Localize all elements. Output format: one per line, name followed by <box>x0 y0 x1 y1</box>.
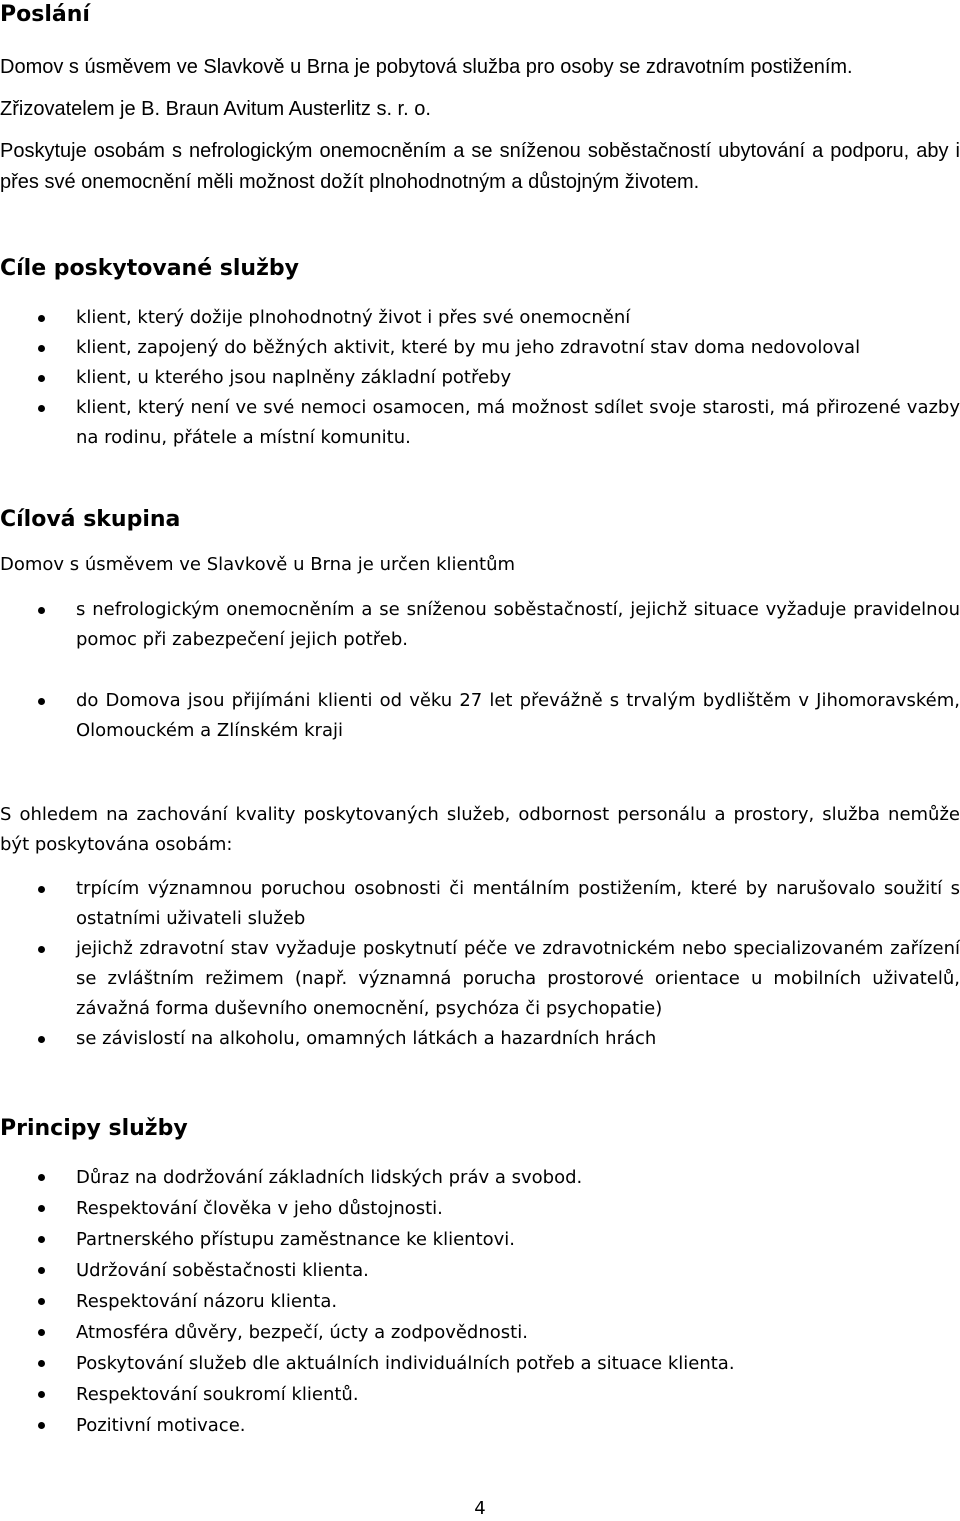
poslani-line-1: Domov s úsměvem ve Slavkově u Brna je pobytová služba pro osoby se zdravotním postižením. <box>0 56 853 78</box>
list-item-text: Pozitivní motivace. <box>76 1415 246 1436</box>
page-number: 4 <box>474 1498 486 1519</box>
bullet-icon <box>38 375 45 382</box>
list-item-text: klient, zapojený do běžných aktivit, které by mu jeho zdravotní stav doma nedovoloval <box>76 337 861 358</box>
bullet-icon <box>38 1174 45 1181</box>
list-item <box>0 303 960 333</box>
list-item-text: klient, u kterého jsou naplněny základní potřeby <box>76 367 512 388</box>
cilova-intro: Domov s úsměvem ve Slavkově u Brna je určen klientům <box>0 554 516 575</box>
list-item <box>0 1193 960 1224</box>
list-item-text: klient, který dožije plnohodnotný život i přes své onemocnění <box>76 307 631 328</box>
list-item-text: se závislostí na alkoholu, omamných látkách a hazardních hrách <box>76 1028 657 1049</box>
list-item <box>0 1286 960 1317</box>
list-item-text: Důraz na dodržování základních lidských práv a svobod. <box>76 1167 583 1188</box>
heading-poslani: Poslání <box>0 2 90 27</box>
list-item-text: Poskytování služeb dle aktuálních individuálních potřeb a situace klienta. <box>76 1353 735 1374</box>
list-item <box>0 1255 960 1286</box>
bullet-icon <box>38 315 45 322</box>
cilova-list-2 <box>0 686 960 746</box>
list-item-text: Atmosféra důvěry, bezpečí, úcty a zodpovědnosti. <box>76 1322 528 1343</box>
heading-cilova-skupina: Cílová skupina <box>0 507 181 532</box>
list-item-text: klient, který není ve své nemoci osamocen, má možnost sdílet svoje starosti, má přirozené vazby na rodinu, přátele a místní komunitu. <box>76 397 960 448</box>
bullet-icon <box>38 1036 45 1043</box>
list-item-text: Respektování názoru klienta. <box>76 1291 338 1312</box>
bullet-icon <box>38 1329 45 1336</box>
bullet-icon <box>38 405 45 412</box>
poslani-line-2: Zřizovatelem je B. Braun Avitum Austerlitz s. r. o. <box>0 98 431 120</box>
bullet-icon <box>38 698 45 705</box>
poslani-paragraph: Poskytuje osobám s nefrologickým onemocněním a se sníženou soběstačností ubytování a podporu, aby i přes své onemocnění měli možnost dožít plnohodnotným a důstojným životem. <box>0 140 960 193</box>
bullet-icon <box>38 345 45 352</box>
list-item-text: do Domova jsou přijímáni klienti od věku 27 let převážně s trvalým bydlištěm v Jihomoravském, Olomouckém a Zlínském kraji <box>76 690 960 741</box>
list-item-text: Respektování člověka v jeho důstojnosti. <box>76 1198 443 1219</box>
list-item <box>0 1317 960 1348</box>
exclusion-intro: S ohledem na zachování kvality poskytovaných služeb, odbornost personálu a prostory, služba nemůže být poskytována osobám: <box>0 804 960 855</box>
list-item <box>0 1162 960 1193</box>
bullet-icon <box>38 1422 45 1429</box>
bullet-icon <box>38 1360 45 1367</box>
cile-list <box>0 303 960 453</box>
list-item <box>0 393 960 453</box>
list-item <box>0 874 960 934</box>
list-item-text: Respektování soukromí klientů. <box>76 1384 359 1405</box>
list-item-text: s nefrologickým onemocněním a se sníženou soběstačností, jejichž situace vyžaduje pravidelnou pomoc při zabezpečení jejich potřeb. <box>76 599 960 650</box>
cilova-list-1 <box>0 595 960 655</box>
list-item <box>0 686 960 746</box>
bullet-icon <box>38 886 45 893</box>
list-item <box>0 1224 960 1255</box>
bullet-icon <box>38 1298 45 1305</box>
bullet-icon <box>38 1236 45 1243</box>
list-item-text: Udržování soběstačnosti klienta. <box>76 1260 369 1281</box>
exclusion-list <box>0 874 960 1054</box>
bullet-icon <box>38 946 45 953</box>
list-item <box>0 934 960 1024</box>
heading-principy: Principy služby <box>0 1116 188 1141</box>
list-item-text: jejichž zdravotní stav vyžaduje poskytnutí péče ve zdravotnickém nebo specializovaném zařízení se zvláštním režimem (např. významná porucha prostorové orientace u mobilních uživatelů, závažná forma duševního onemocnění, psychóza či psychopatie) <box>76 938 960 1019</box>
list-item <box>0 595 960 655</box>
heading-cile: Cíle poskytované služby <box>0 256 299 281</box>
list-item <box>0 333 960 363</box>
list-item <box>0 1379 960 1410</box>
bullet-icon <box>38 1205 45 1212</box>
list-item-text: trpícím významnou poruchou osobnosti či mentálním postižením, které by narušovalo soužití s ostatními uživateli služeb <box>76 878 960 929</box>
list-item <box>0 363 960 393</box>
bullet-icon <box>38 607 45 614</box>
list-item <box>0 1410 960 1441</box>
list-item <box>0 1348 960 1379</box>
list-item <box>0 1024 960 1054</box>
bullet-icon <box>38 1267 45 1274</box>
list-item-text: Partnerského přístupu zaměstnance ke klientovi. <box>76 1229 516 1250</box>
principy-list <box>0 1162 960 1441</box>
bullet-icon <box>38 1391 45 1398</box>
